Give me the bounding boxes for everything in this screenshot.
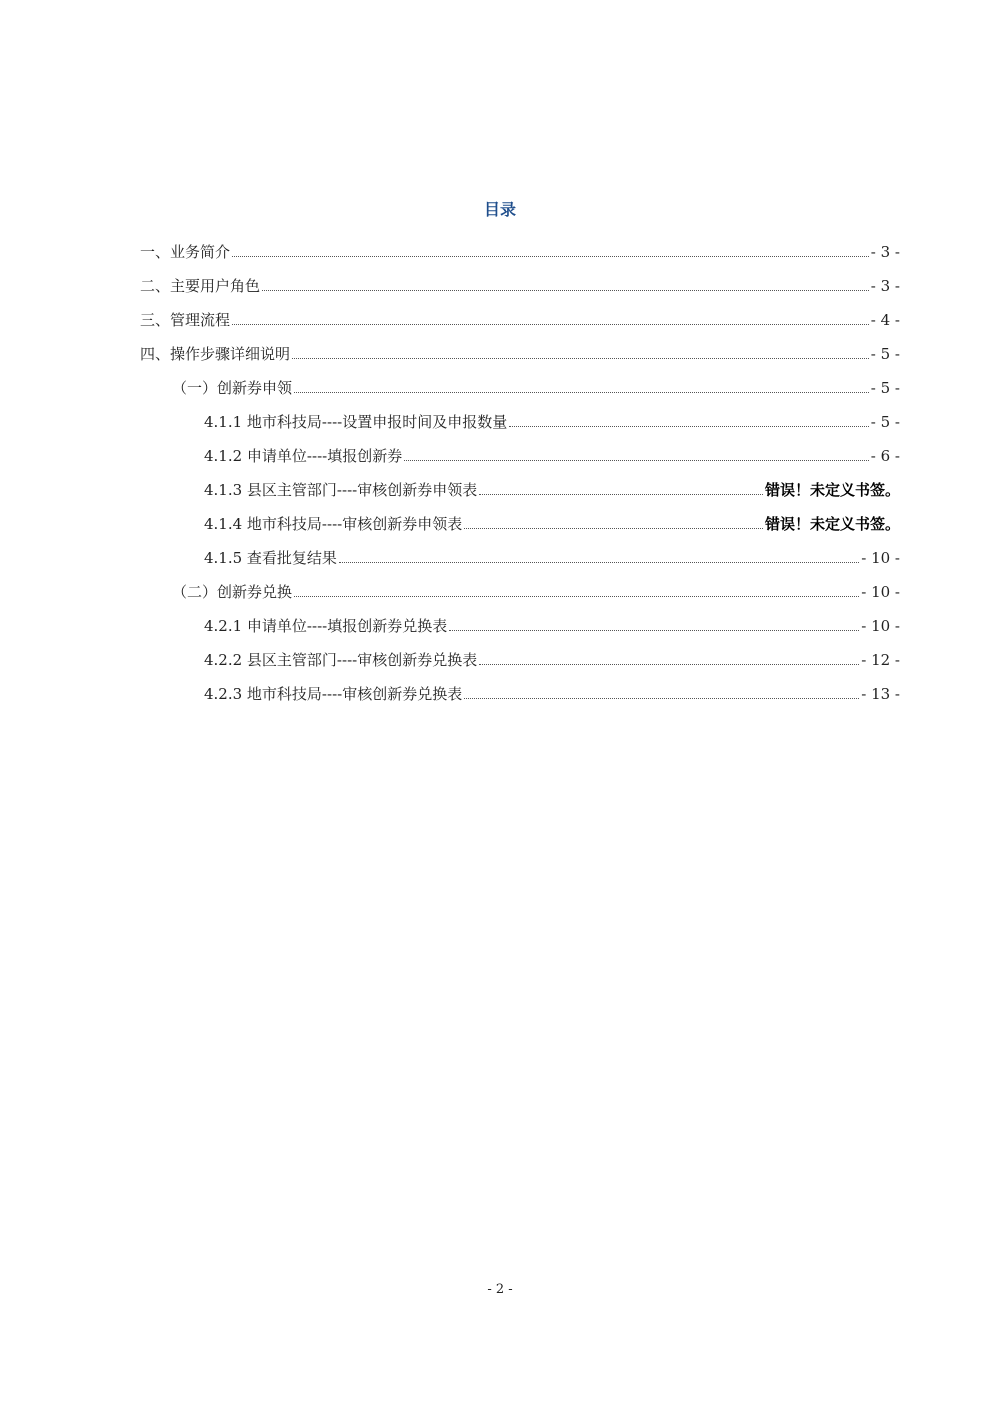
toc-entry-page: - 4 - — [870, 311, 900, 329]
toc-entry-page: - 5 - — [870, 413, 900, 431]
dot-leader — [479, 664, 859, 665]
toc-entry-page: - 5 - — [870, 345, 900, 363]
toc-entry-page: - 5 - — [870, 379, 900, 397]
toc-entry-page-error: 错误！未定义书签。 — [764, 481, 900, 499]
dot-leader — [232, 256, 869, 257]
toc-entry-11[interactable] — [172, 568, 900, 602]
toc-entry-page: - 10 - — [861, 583, 900, 601]
toc-entry-13[interactable] — [204, 636, 900, 670]
toc-entry-8[interactable] — [204, 466, 900, 500]
toc-entry-3[interactable] — [140, 296, 900, 330]
dot-leader — [262, 290, 869, 291]
toc-entry-label: 4.1.2 申请单位----填报创新券 — [204, 447, 403, 465]
toc-entry-label: 四、操作步骤详细说明 — [140, 345, 291, 363]
dot-leader — [294, 392, 869, 393]
dot-leader — [509, 426, 869, 427]
toc-entry-page: - 13 - — [861, 685, 900, 703]
page-number: - 2 - — [487, 1282, 513, 1297]
toc-entry-label: 4.1.1 地市科技局----设置申报时间及申报数量 — [204, 413, 508, 431]
toc-entry-7[interactable] — [204, 432, 900, 466]
dot-leader — [479, 494, 763, 495]
dot-leader — [464, 528, 763, 529]
dot-leader — [232, 324, 869, 325]
dot-leader — [294, 596, 859, 597]
dot-leader — [449, 630, 859, 631]
toc-entry-label: 4.1.4 地市科技局----审核创新券申领表 — [204, 515, 463, 533]
toc-entry-page: - 12 - — [861, 651, 900, 669]
toc-entry-6[interactable] — [204, 398, 900, 432]
toc-entry-label: 4.2.2 县区主管部门----审核创新券兑换表 — [204, 651, 478, 669]
dot-leader — [292, 358, 869, 359]
toc-entry-page: - 3 - — [870, 277, 900, 295]
toc-entry-label: 4.2.1 申请单位----填报创新券兑换表 — [204, 617, 448, 635]
toc-entry-page-error: 错误！未定义书签。 — [764, 515, 900, 533]
toc-entry-12[interactable] — [204, 602, 900, 636]
toc-entry-14[interactable] — [204, 670, 900, 704]
toc-entry-page: - 3 - — [870, 243, 900, 261]
toc-entry-4[interactable] — [140, 330, 900, 364]
toc-entry-10[interactable] — [204, 534, 900, 568]
toc-entry-label: 4.1.3 县区主管部门----审核创新券申领表 — [204, 481, 478, 499]
toc-entry-label: （一）创新券申领 — [172, 379, 293, 397]
toc-entry-label: 一、业务简介 — [140, 243, 231, 261]
toc-title: 目录 — [483, 200, 516, 219]
toc-entry-label: 4.1.5 查看批复结果 — [204, 549, 337, 567]
toc-entry-label: 三、管理流程 — [140, 311, 231, 329]
toc-entry-page: - 10 - — [861, 549, 900, 567]
dot-leader — [464, 698, 859, 699]
dot-leader — [339, 562, 859, 563]
toc-entry-page: - 10 - — [861, 617, 900, 635]
toc-entry-1[interactable] — [140, 228, 900, 262]
toc-entry-9[interactable] — [204, 500, 900, 534]
toc-entry-label: 二、主要用户角色 — [140, 277, 261, 295]
dot-leader — [404, 460, 869, 461]
toc-entry-2[interactable] — [140, 262, 900, 296]
toc-entry-label: 4.2.3 地市科技局----审核创新券兑换表 — [204, 685, 463, 703]
toc-entry-5[interactable] — [172, 364, 900, 398]
toc-entry-label: （二）创新券兑换 — [172, 583, 293, 601]
toc-entry-page: - 6 - — [870, 447, 900, 465]
